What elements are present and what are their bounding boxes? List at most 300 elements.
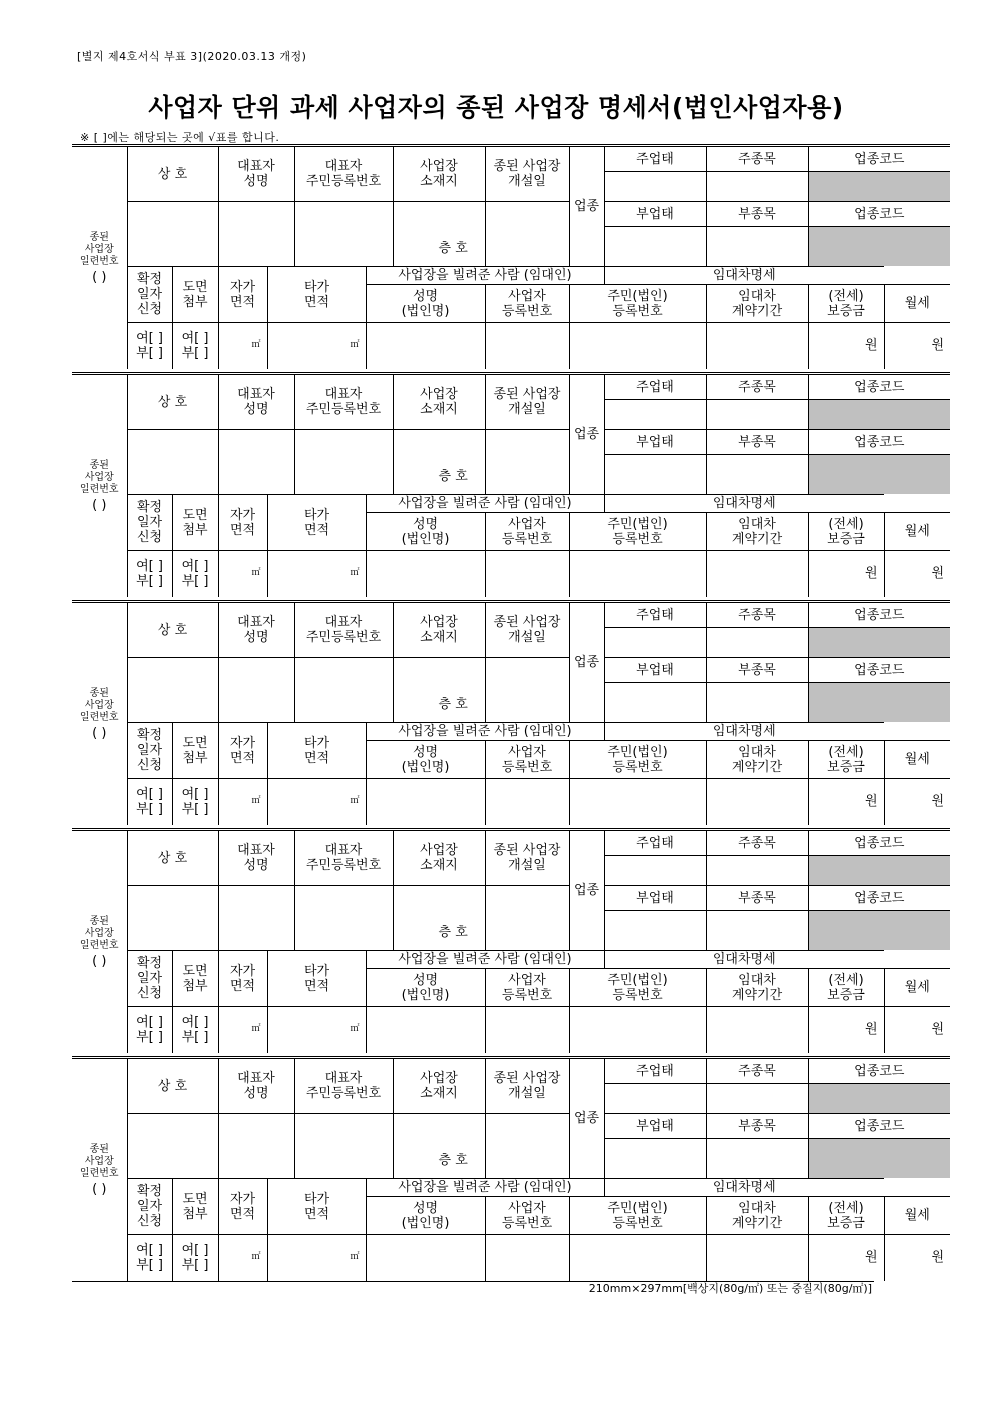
no-checkbox[interactable]: 부[ ] xyxy=(181,801,209,817)
lease-period-input[interactable] xyxy=(706,323,808,369)
open-date-header xyxy=(485,602,569,658)
open-date-input[interactable] xyxy=(485,430,569,495)
own-area-input[interactable] xyxy=(218,1007,267,1053)
serial-label-2: 사업장 xyxy=(84,1155,114,1167)
deposit-input[interactable] xyxy=(808,323,884,369)
trade-name-input[interactable] xyxy=(127,430,218,495)
serial-label-1: 종된 xyxy=(89,915,109,927)
period-label-2: 계약기간 xyxy=(731,531,783,547)
won-unit: 원 xyxy=(864,794,878,810)
lessor-bizno-input[interactable] xyxy=(485,1007,569,1053)
confirm-label-1: 확정 xyxy=(136,956,163,971)
rep-label-2: 성명 xyxy=(243,858,269,873)
no-checkbox[interactable]: 부[ ] xyxy=(136,801,163,817)
trade-name-header xyxy=(127,146,218,202)
sqm-unit: ㎡ xyxy=(251,340,261,351)
sub-code-input xyxy=(808,227,950,267)
lessor-bizno-input[interactable] xyxy=(485,323,569,369)
other-area-header xyxy=(267,951,366,1007)
own-area-header xyxy=(218,495,267,551)
own-area-input[interactable] xyxy=(218,323,267,369)
bizno-label-2: 등록번호 xyxy=(501,759,553,775)
lessor-name-label-1: 성명 xyxy=(412,288,439,304)
confirm-label-1: 확정 xyxy=(136,728,163,743)
lessor-name-input[interactable] xyxy=(366,323,485,369)
rep-label-2: 성명 xyxy=(243,1086,269,1101)
sub-item-label: 부종목 xyxy=(738,434,776,450)
rep-id-input[interactable] xyxy=(294,202,393,267)
serial-number-input[interactable]: ( ) xyxy=(92,497,107,513)
own-area-input[interactable] xyxy=(218,1235,267,1281)
main-code-label: 업종코드 xyxy=(854,607,905,623)
biz-type-header xyxy=(569,374,604,495)
main-item-input[interactable] xyxy=(706,172,808,202)
rep-name-header xyxy=(218,1058,294,1114)
biz-type-label: 업종 xyxy=(573,1111,600,1126)
other-area-input[interactable] xyxy=(267,551,366,597)
rep-id-header xyxy=(294,602,393,658)
serial-label-3: 일련번호 xyxy=(79,483,119,495)
resno-label-2: 등록번호 xyxy=(612,303,663,319)
yes-checkbox[interactable]: 여[ ] xyxy=(181,330,209,346)
confirm-label-3: 신청 xyxy=(136,1214,163,1229)
biz-type-label: 업종 xyxy=(573,427,600,442)
no-checkbox[interactable]: 부[ ] xyxy=(181,345,209,361)
lease-label: 임대차명세 xyxy=(712,952,776,967)
drawing-checkbox[interactable] xyxy=(172,1007,218,1053)
serial-number-cell xyxy=(72,602,127,825)
biz-type-header xyxy=(569,1058,604,1179)
sub-item-input[interactable] xyxy=(706,227,808,267)
sub-code-header xyxy=(808,658,950,683)
no-checkbox[interactable]: 부[ ] xyxy=(136,1257,163,1273)
lease-header xyxy=(604,495,884,513)
lease-period-input[interactable] xyxy=(706,779,808,825)
rep-label-1: 대표자 xyxy=(237,159,275,174)
confirm-date-checkbox[interactable] xyxy=(127,323,172,369)
drawing-checkbox[interactable] xyxy=(172,551,218,597)
serial-number-cell xyxy=(72,146,127,369)
monthly-rent-header xyxy=(884,969,950,1007)
lease-label: 임대차명세 xyxy=(712,496,776,511)
confirm-date-checkbox[interactable] xyxy=(127,1235,172,1281)
won-unit: 원 xyxy=(931,338,945,354)
rep-name-input[interactable] xyxy=(218,430,294,495)
lessor-name-header xyxy=(366,1197,485,1235)
main-type-input[interactable] xyxy=(604,400,706,430)
deposit-input[interactable] xyxy=(808,1007,884,1053)
confirm-date-checkbox[interactable] xyxy=(127,1007,172,1053)
trade-name-header xyxy=(127,602,218,658)
other-area-input[interactable] xyxy=(267,1007,366,1053)
lessor-name-input[interactable] xyxy=(366,551,485,597)
rep-id-label-2: 주민등록번호 xyxy=(305,402,382,417)
sub-type-label: 부업태 xyxy=(636,890,674,906)
main-code-input xyxy=(808,856,950,886)
own-label-2: 면적 xyxy=(229,522,256,538)
no-checkbox[interactable]: 부[ ] xyxy=(136,1029,163,1045)
sub-item-label: 부종목 xyxy=(738,206,776,222)
lessor-resno-header xyxy=(569,285,706,323)
lessor-resno-input[interactable] xyxy=(569,1235,706,1281)
location-input[interactable] xyxy=(393,430,485,495)
location-input[interactable] xyxy=(393,1114,485,1179)
sub-item-input[interactable] xyxy=(706,455,808,495)
main-code-header xyxy=(808,146,950,172)
main-code-label: 업종코드 xyxy=(854,151,905,167)
drawing-checkbox[interactable] xyxy=(172,323,218,369)
lessor-name-input[interactable] xyxy=(366,1235,485,1281)
period-label-1: 임대차 xyxy=(738,972,776,988)
rep-name-header xyxy=(218,374,294,430)
yes-checkbox[interactable]: 여[ ] xyxy=(136,786,163,802)
rep-id-input[interactable] xyxy=(294,886,393,951)
lessor-label: 사업장을 빌려준 사람 (임대인) xyxy=(398,1180,572,1195)
deposit-input[interactable] xyxy=(808,551,884,597)
bizno-label-2: 등록번호 xyxy=(501,303,553,319)
main-type-label: 주업태 xyxy=(636,151,674,167)
main-type-label: 주업태 xyxy=(636,835,674,851)
no-checkbox[interactable]: 부[ ] xyxy=(136,345,163,361)
yes-checkbox[interactable]: 여[ ] xyxy=(136,558,163,574)
no-checkbox[interactable]: 부[ ] xyxy=(181,573,209,589)
other-area-header xyxy=(267,1179,366,1235)
main-item-label: 주종목 xyxy=(738,1063,776,1079)
sqm-unit: ㎡ xyxy=(350,568,360,579)
trade-name-label: 상 호 xyxy=(157,850,188,866)
sub-code-label: 업종코드 xyxy=(854,890,905,906)
trade-name-input[interactable] xyxy=(127,886,218,951)
other-label-2: 면적 xyxy=(303,978,330,994)
no-checkbox[interactable]: 부[ ] xyxy=(181,1029,209,1045)
lease-header xyxy=(604,723,884,741)
other-area-header xyxy=(267,267,366,323)
rep-name-input[interactable] xyxy=(218,1114,294,1179)
sub-item-input[interactable] xyxy=(706,683,808,723)
bizno-label-1: 사업자 xyxy=(508,288,546,304)
won-unit: 원 xyxy=(864,1022,878,1038)
sub-type-header xyxy=(604,658,706,683)
monthly-rent-input[interactable] xyxy=(884,551,950,597)
confirm-date-header xyxy=(127,267,172,323)
lessor-header xyxy=(366,1179,604,1197)
rep-name-header xyxy=(218,146,294,202)
sqm-unit: ㎡ xyxy=(350,796,360,807)
drawing-checkbox[interactable] xyxy=(172,1235,218,1281)
lessor-resno-input[interactable] xyxy=(569,779,706,825)
confirm-label-1: 확정 xyxy=(136,272,163,287)
deposit-label-1: (전세) xyxy=(828,1200,864,1216)
location-input[interactable] xyxy=(393,202,485,267)
drawing-checkbox[interactable] xyxy=(172,779,218,825)
confirm-label-2: 일자 xyxy=(136,971,163,986)
open-date-input[interactable] xyxy=(485,1114,569,1179)
sub-code-header xyxy=(808,202,950,227)
sqm-unit: ㎡ xyxy=(350,1024,360,1035)
loc-label-1: 사업장 xyxy=(420,1071,458,1086)
yes-checkbox[interactable]: 여[ ] xyxy=(181,1014,209,1030)
rep-id-label-2: 주민등록번호 xyxy=(305,174,382,189)
confirm-date-checkbox[interactable] xyxy=(127,779,172,825)
serial-label-2: 사업장 xyxy=(84,699,114,711)
period-label-2: 계약기간 xyxy=(731,1215,783,1231)
open-date-header xyxy=(485,1058,569,1114)
other-area-input[interactable] xyxy=(267,1235,366,1281)
workplace-block-4 xyxy=(72,828,945,1053)
sub-type-input[interactable] xyxy=(604,1139,706,1179)
period-label-1: 임대차 xyxy=(738,516,776,532)
other-area-input[interactable] xyxy=(267,779,366,825)
won-unit: 원 xyxy=(931,566,945,582)
instruction-note: ※ [ ]에는 해당되는 곳에 √표를 합니다. xyxy=(80,131,280,144)
trade-name-header xyxy=(127,1058,218,1114)
bizno-label-1: 사업자 xyxy=(508,1200,546,1216)
own-label-1: 자가 xyxy=(229,279,256,295)
monthly-label: 월세 xyxy=(904,980,930,995)
won-unit: 원 xyxy=(931,794,945,810)
open-date-input[interactable] xyxy=(485,202,569,267)
lease-period-input[interactable] xyxy=(706,1007,808,1053)
main-item-label: 주종목 xyxy=(738,151,776,167)
main-item-header xyxy=(706,1058,808,1084)
own-area-input[interactable] xyxy=(218,551,267,597)
serial-number-input[interactable]: ( ) xyxy=(92,1181,107,1197)
other-label-1: 타가 xyxy=(303,735,330,751)
sub-item-label: 부종목 xyxy=(738,890,776,906)
biz-type-label: 업종 xyxy=(573,199,600,214)
lessor-bizno-input[interactable] xyxy=(485,551,569,597)
sub-type-label: 부업태 xyxy=(636,206,674,222)
yes-checkbox[interactable]: 여[ ] xyxy=(181,1242,209,1258)
sqm-unit: ㎡ xyxy=(251,1252,261,1263)
own-label-1: 자가 xyxy=(229,735,256,751)
main-code-input xyxy=(808,628,950,658)
open-date-input[interactable] xyxy=(485,658,569,723)
location-input[interactable] xyxy=(393,886,485,951)
lease-period-input[interactable] xyxy=(706,1235,808,1281)
loc-label-1: 사업장 xyxy=(420,387,458,402)
lessor-resno-input[interactable] xyxy=(569,1007,706,1053)
deposit-input[interactable] xyxy=(808,779,884,825)
lessor-name-input[interactable] xyxy=(366,1007,485,1053)
rep-id-label-1: 대표자 xyxy=(324,387,363,402)
own-label-2: 면적 xyxy=(229,978,256,994)
open-label-2: 개설일 xyxy=(508,1086,546,1101)
lessor-bizno-header xyxy=(485,285,569,323)
main-item-input[interactable] xyxy=(706,856,808,886)
main-type-input[interactable] xyxy=(604,628,706,658)
rep-name-input[interactable] xyxy=(218,202,294,267)
deposit-label-2: 보증금 xyxy=(827,303,865,319)
rep-id-label-1: 대표자 xyxy=(324,843,363,858)
yes-checkbox[interactable]: 여[ ] xyxy=(136,1014,163,1030)
serial-number-cell xyxy=(72,374,127,597)
sub-item-header xyxy=(706,1114,808,1139)
own-label-2: 면적 xyxy=(229,750,256,766)
other-label-2: 면적 xyxy=(303,1206,330,1222)
monthly-label: 월세 xyxy=(904,1208,930,1223)
sub-type-input[interactable] xyxy=(604,911,706,951)
rep-id-input[interactable] xyxy=(294,430,393,495)
own-area-header xyxy=(218,267,267,323)
sub-code-input xyxy=(808,1139,950,1179)
confirm-label-3: 신청 xyxy=(136,302,163,317)
workplace-block-3 xyxy=(72,600,945,825)
confirm-date-header xyxy=(127,951,172,1007)
lessor-bizno-input[interactable] xyxy=(485,1235,569,1281)
bizno-label-2: 등록번호 xyxy=(501,987,553,1003)
other-label-2: 면적 xyxy=(303,522,330,538)
serial-number-input[interactable]: ( ) xyxy=(92,725,107,741)
other-area-header xyxy=(267,495,366,551)
main-type-header xyxy=(604,830,706,856)
workplace-block-table xyxy=(72,144,950,369)
drawing-label-1: 도면 xyxy=(182,735,208,751)
biz-type-header xyxy=(569,602,604,723)
yes-checkbox[interactable]: 여[ ] xyxy=(181,558,209,574)
won-unit: 원 xyxy=(864,338,878,354)
drawing-label-1: 도면 xyxy=(182,963,208,979)
drawing-label-2: 첨부 xyxy=(182,978,208,994)
serial-number-input[interactable]: ( ) xyxy=(92,953,107,969)
other-area-input[interactable] xyxy=(267,323,366,369)
sub-type-input[interactable] xyxy=(604,455,706,495)
sub-item-header xyxy=(706,886,808,911)
monthly-rent-input[interactable] xyxy=(884,1235,950,1281)
sub-type-input[interactable] xyxy=(604,683,706,723)
own-label-1: 자가 xyxy=(229,507,256,523)
deposit-label-1: (전세) xyxy=(828,516,864,532)
sub-type-input[interactable] xyxy=(604,227,706,267)
biz-type-label: 업종 xyxy=(573,883,600,898)
sub-item-header xyxy=(706,658,808,683)
workplace-block-table xyxy=(72,828,950,1053)
sub-item-input[interactable] xyxy=(706,1139,808,1179)
rep-name-input[interactable] xyxy=(218,658,294,723)
rep-id-input[interactable] xyxy=(294,1114,393,1179)
open-label-2: 개설일 xyxy=(508,858,546,873)
loc-label-1: 사업장 xyxy=(420,843,458,858)
lessor-name-input[interactable] xyxy=(366,779,485,825)
no-checkbox[interactable]: 부[ ] xyxy=(181,1257,209,1273)
period-label-2: 계약기간 xyxy=(731,303,783,319)
trade-name-input[interactable] xyxy=(127,658,218,723)
main-item-input[interactable] xyxy=(706,400,808,430)
rep-label-2: 성명 xyxy=(243,402,269,417)
workplace-block-2 xyxy=(72,372,945,597)
page-title: 사업자 단위 과세 사업자의 종된 사업장 명세서(법인사업자용) xyxy=(148,93,844,122)
rep-label-1: 대표자 xyxy=(237,1071,275,1086)
sub-item-input[interactable] xyxy=(706,911,808,951)
rep-id-label-2: 주민등록번호 xyxy=(305,630,382,645)
deposit-label-2: 보증금 xyxy=(827,759,865,775)
loc-label-2: 소재지 xyxy=(420,630,458,645)
main-item-input[interactable] xyxy=(706,628,808,658)
floor-label: 층 호 xyxy=(438,240,468,256)
confirm-date-checkbox[interactable] xyxy=(127,551,172,597)
drawing-header xyxy=(172,723,218,779)
bizno-label-1: 사업자 xyxy=(508,516,546,532)
deposit-label-1: (전세) xyxy=(828,972,864,988)
main-type-input[interactable] xyxy=(604,172,706,202)
workplace-block-table xyxy=(72,600,950,825)
loc-label-1: 사업장 xyxy=(420,159,458,174)
won-unit: 원 xyxy=(931,1250,945,1266)
no-checkbox[interactable]: 부[ ] xyxy=(136,573,163,589)
monthly-rent-header xyxy=(884,741,950,779)
rep-id-input[interactable] xyxy=(294,658,393,723)
rep-id-header xyxy=(294,1058,393,1114)
period-label-1: 임대차 xyxy=(738,1200,776,1216)
sub-code-header xyxy=(808,1114,950,1139)
lessor-resno-header xyxy=(569,1197,706,1235)
open-date-header xyxy=(485,374,569,430)
yes-checkbox[interactable]: 여[ ] xyxy=(181,786,209,802)
monthly-rent-input[interactable] xyxy=(884,779,950,825)
serial-number-input[interactable]: ( ) xyxy=(92,269,107,285)
resno-label-1: 주민(법인) xyxy=(607,288,668,304)
deposit-input[interactable] xyxy=(808,1235,884,1281)
rep-id-header xyxy=(294,830,393,886)
lease-period-header xyxy=(706,1197,808,1235)
monthly-rent-input[interactable] xyxy=(884,1007,950,1053)
main-code-input xyxy=(808,400,950,430)
lessor-resno-input[interactable] xyxy=(569,323,706,369)
serial-label-3: 일련번호 xyxy=(79,1167,119,1179)
lessor-resno-input[interactable] xyxy=(569,551,706,597)
lessor-bizno-header xyxy=(485,741,569,779)
sub-code-input xyxy=(808,455,950,495)
serial-label-1: 종된 xyxy=(89,1143,109,1155)
resno-label-2: 등록번호 xyxy=(612,759,663,775)
main-type-input[interactable] xyxy=(604,1084,706,1114)
lessor-name-header xyxy=(366,969,485,1007)
main-type-input[interactable] xyxy=(604,856,706,886)
open-date-header xyxy=(485,146,569,202)
bizno-label-1: 사업자 xyxy=(508,972,546,988)
monthly-label: 월세 xyxy=(904,524,930,539)
main-code-label: 업종코드 xyxy=(854,379,905,395)
own-label-1: 자가 xyxy=(229,1191,256,1207)
sub-code-label: 업종코드 xyxy=(854,434,905,450)
own-area-input[interactable] xyxy=(218,779,267,825)
yes-checkbox[interactable]: 여[ ] xyxy=(136,1242,163,1258)
deposit-header xyxy=(808,285,884,323)
own-area-header xyxy=(218,723,267,779)
main-item-input[interactable] xyxy=(706,1084,808,1114)
own-area-header xyxy=(218,1179,267,1235)
yes-checkbox[interactable]: 여[ ] xyxy=(136,330,163,346)
trade-name-input[interactable] xyxy=(127,202,218,267)
monthly-rent-input[interactable] xyxy=(884,323,950,369)
location-input[interactable] xyxy=(393,658,485,723)
lessor-name-label-2: (법인명) xyxy=(401,1215,450,1231)
deposit-header xyxy=(808,741,884,779)
workplace-block-table xyxy=(72,1056,950,1281)
lease-period-input[interactable] xyxy=(706,551,808,597)
confirm-label-2: 일자 xyxy=(136,1199,163,1214)
confirm-label-2: 일자 xyxy=(136,287,163,302)
main-code-input xyxy=(808,172,950,202)
trade-name-input[interactable] xyxy=(127,1114,218,1179)
open-date-input[interactable] xyxy=(485,886,569,951)
lessor-header xyxy=(366,951,604,969)
other-label-2: 면적 xyxy=(303,750,330,766)
rep-name-input[interactable] xyxy=(218,886,294,951)
main-code-label: 업종코드 xyxy=(854,835,905,851)
lessor-bizno-input[interactable] xyxy=(485,779,569,825)
drawing-label-1: 도면 xyxy=(182,1191,208,1207)
